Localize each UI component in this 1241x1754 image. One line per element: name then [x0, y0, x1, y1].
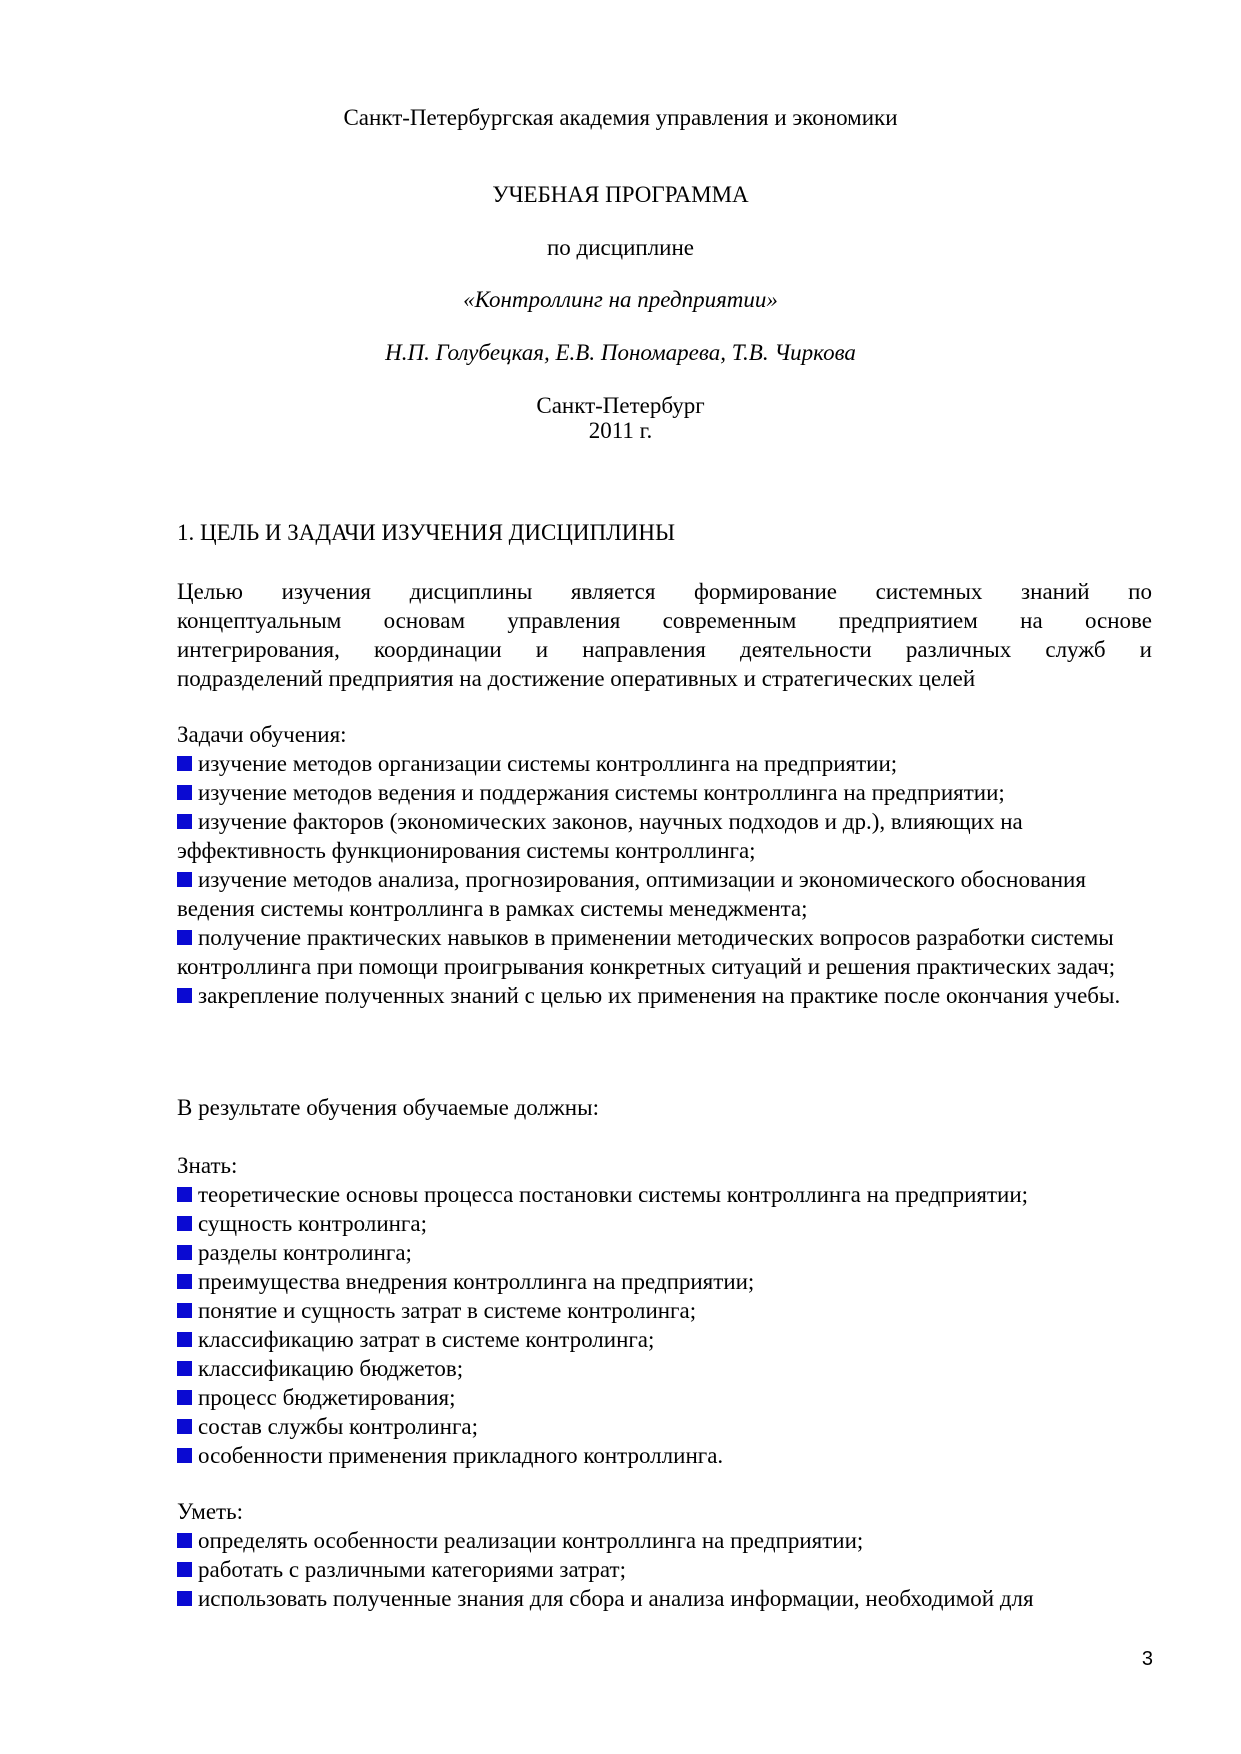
list-item: разделы контролинга;: [177, 1238, 1152, 1267]
discipline-title: «Контроллинг на предприятии»: [463, 287, 778, 312]
list-item: состав службы контролинга;: [177, 1412, 1152, 1441]
list-item: закрепление полученных знаний с целью их применения на практике после окончания учебы.: [177, 981, 1152, 1010]
square-bullet-icon: [177, 1591, 192, 1606]
list-item: изучение факторов (экономических законов, научных подходов и др.), влияющих на эффективность функционирования системы контроллинга;: [177, 809, 1023, 863]
square-bullet-icon: [177, 988, 192, 1003]
section-heading: 1. ЦЕЛЬ И ЗАДАЧИ ИЗУЧЕНИЯ ДИСЦИПЛИНЫ: [177, 520, 676, 545]
document-type: УЧЕБНАЯ ПРОГРАММА: [492, 182, 749, 207]
year: 2011 г.: [588, 418, 653, 443]
square-bullet-icon: [177, 1533, 192, 1548]
list-item: процесс бюджетирования;: [177, 1383, 1152, 1412]
list-item: понятие и сущность затрат в системе контролинга;: [177, 1296, 1152, 1325]
list-item: изучение методов организации системы контроллинга на предприятии;: [177, 749, 1152, 778]
list-item: получение практических навыков в применении методических вопросов разработки системы контроллинга при помощи проигрывания конкретных ситуаций и решения практических задач;: [177, 925, 1116, 979]
square-bullet-icon: [177, 1216, 192, 1231]
list-item: теоретические основы процесса постановки системы контроллинга на предприятии;: [177, 1180, 1152, 1209]
square-bullet-icon: [177, 930, 192, 945]
square-bullet-icon: [177, 1390, 192, 1405]
tasks-list: [177, 720, 1152, 1010]
goal-line: концептуальным основам управления современным предприятием на основе: [177, 608, 1152, 633]
square-bullet-icon: [177, 1361, 192, 1376]
square-bullet-icon: [177, 1274, 192, 1289]
square-bullet-icon: [177, 1419, 192, 1434]
square-bullet-icon: [177, 1245, 192, 1260]
list-item: изучение методов ведения и поддержания системы контроллинга на предприятии;: [177, 778, 1152, 807]
list-item: определять особенности реализации контроллинга на предприятии;: [177, 1526, 1152, 1555]
can-list: [177, 1497, 1152, 1613]
square-bullet-icon: [177, 1303, 192, 1318]
square-bullet-icon: [177, 814, 192, 829]
square-bullet-icon: [177, 1332, 192, 1347]
list-item: использовать полученные знания для сбора и анализа информации, необходимой для: [177, 1584, 1152, 1613]
city: Санкт-Петербург: [536, 393, 705, 418]
goal-line: Целью изучения дисциплины является формирование системных знаний по: [177, 579, 1152, 604]
know-list: [177, 1151, 1152, 1470]
square-bullet-icon: [177, 872, 192, 887]
know-title: Знать:: [177, 1153, 238, 1178]
square-bullet-icon: [177, 1448, 192, 1463]
authors: Н.П. Голубецкая, Е.В. Пономарева, Т.В. Чиркова: [385, 340, 856, 365]
page-number: 3: [1141, 1648, 1153, 1670]
goal-paragraph: [177, 577, 1152, 693]
list-item: особенности применения прикладного контроллинга.: [177, 1441, 1152, 1470]
tasks-title: Задачи обучения:: [177, 722, 347, 747]
square-bullet-icon: [177, 785, 192, 800]
list-item: классификацию бюджетов;: [177, 1354, 1152, 1383]
list-item: изучение методов анализа, прогнозирования, оптимизации и экономического обоснования ведения системы контроллинга в рамках системы менеджмента;: [177, 867, 1086, 921]
square-bullet-icon: [177, 756, 192, 771]
list-item: классификацию затрат в системе контролинга;: [177, 1325, 1152, 1354]
list-item: работать с различными категориями затрат;: [177, 1555, 1152, 1584]
square-bullet-icon: [177, 1562, 192, 1577]
list-item: преимущества внедрения контроллинга на предприятии;: [177, 1267, 1152, 1296]
can-title: Уметь:: [177, 1499, 243, 1524]
document-subtitle: по дисциплине: [546, 235, 694, 260]
institution-name: Санкт-Петербургская академия управления и экономики: [343, 105, 898, 130]
goal-line: интегрирования, координации и направления деятельности различных служб и: [177, 637, 1152, 662]
square-bullet-icon: [177, 1187, 192, 1202]
goal-line: подразделений предприятия на достижение оперативных и стратегических целей: [177, 666, 976, 691]
list-item: сущность контролинга;: [177, 1209, 1152, 1238]
result-intro: В результате обучения обучаемые должны:: [177, 1095, 599, 1120]
